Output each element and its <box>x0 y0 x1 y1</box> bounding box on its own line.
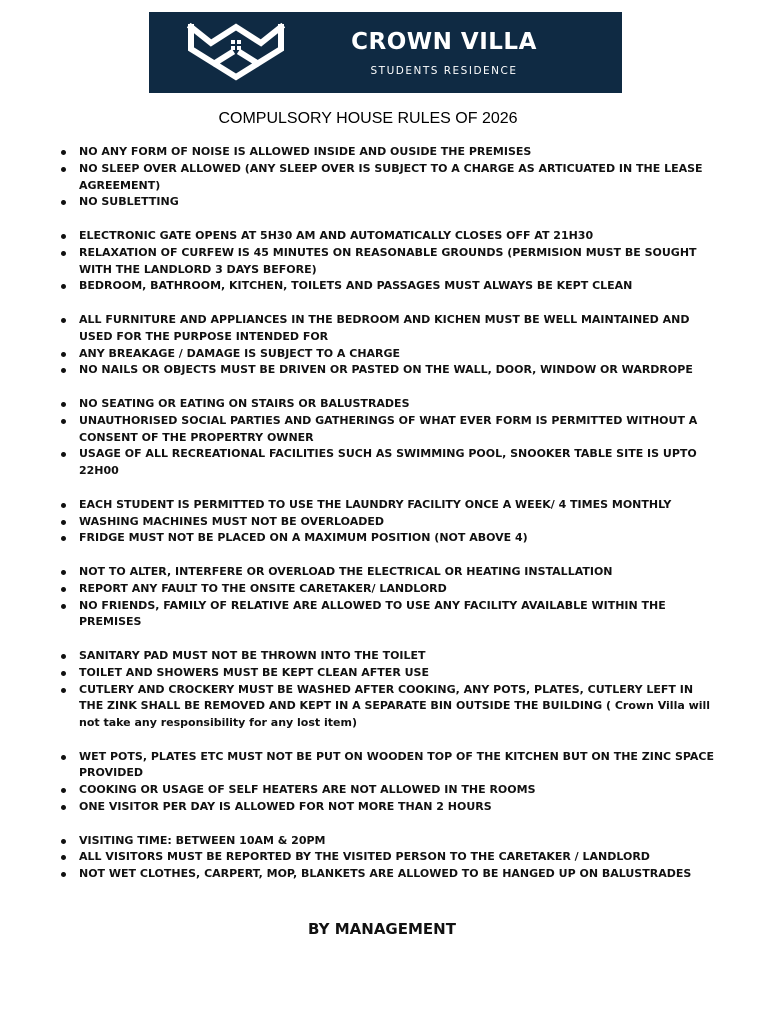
rule-text: ANY BREAKAGE / DAMAGE IS SUBJECT TO A CHARGE <box>79 346 401 360</box>
rule-item <box>0 194 720 211</box>
rule-text: NO SUBLETTING <box>79 195 179 209</box>
rule-text: ALL FURNITURE AND APPLIANCES IN THE BEDROOM AND KICHEN MUST BE WELL MAINTAINED AND USED FOR THE PURPOSE INTENDED FOR <box>79 312 690 343</box>
rule-text: NO NAILS OR OBJECTS MUST BE DRIVEN OR PASTED ON THE WALL, DOOR, WINDOW OR WARDROPE <box>79 363 693 377</box>
rule-item <box>0 228 720 245</box>
bullet-icon <box>61 167 66 172</box>
rule-text: NOT TO ALTER, INTERFERE OR OVERLOAD THE ELECTRICAL OR HEATING INSTALLATION <box>79 564 613 578</box>
rule-item <box>0 799 720 816</box>
bullet-icon <box>61 452 66 457</box>
rule-item <box>0 749 720 783</box>
rule-item <box>0 564 720 581</box>
bullet-icon <box>61 570 66 575</box>
bullet-icon <box>61 284 66 289</box>
rule-text: BEDROOM, BATHROOM, KITCHEN, TOILETS AND PASSAGES MUST ALWAYS BE KEPT CLEAN <box>79 279 633 293</box>
rule-item <box>0 312 720 346</box>
rule-text: ALL VISITORS MUST BE REPORTED BY THE VISITED PERSON TO THE CARETAKER / LANDLORD <box>79 850 650 864</box>
rule-text: COOKING OR USAGE OF SELF HEATERS ARE NOT ALLOWED IN THE ROOMS <box>79 783 536 797</box>
rule-text: UNAUTHORISED SOCIAL PARTIES AND GATHERINGS OF WHAT EVER FORM IS PERMITTED WITHOUT A CONSENT OF THE PROPERTRY OWNER <box>79 413 698 444</box>
rule-text: RELAXATION OF CURFEW IS 45 MINUTES ON REASONABLE GROUNDS (PERMISION MUST BE SOUGHT WITH THE LANDLORD 3 DAYS BEFORE) <box>79 245 697 276</box>
rule-text: CUTLERY AND CROCKERY MUST BE WASHED AFTER COOKING, ANY POTS, PLATES, CUTLERY LEFT IN THE ZINK SHALL BE REMOVED AND KEPT IN A SEPARATE BIN OUTSIDE THE BUILDING ( Crown Villa will not take any responsibility for any lost item) <box>79 682 711 730</box>
bullet-icon <box>61 688 66 693</box>
bullet-icon <box>61 872 66 877</box>
brand-name: CROWN VILLA <box>351 29 537 55</box>
rule-item <box>0 278 720 295</box>
rule-text: ONE VISITOR PER DAY IS ALLOWED FOR NOT MORE THAN 2 HOURS <box>79 800 492 814</box>
bullet-icon <box>61 654 66 659</box>
rule-item <box>0 665 720 682</box>
rule-text: NO ANY FORM OF NOISE IS ALLOWED INSIDE AND OUSIDE THE PREMISES <box>79 145 532 158</box>
rule-item <box>0 446 720 480</box>
bullet-icon <box>61 234 66 239</box>
rule-text: EACH STUDENT IS PERMITTED TO USE THE LAUNDRY FACILITY ONCE A WEEK/ 4 TIMES MONTHLY <box>79 497 672 511</box>
rule-item <box>0 598 720 632</box>
rule-item <box>0 833 720 850</box>
rule-item <box>0 530 720 547</box>
bullet-icon <box>61 855 66 860</box>
bullet-icon <box>61 788 66 793</box>
bullet-icon <box>61 150 66 155</box>
rule-item <box>0 144 720 161</box>
bullet-icon <box>61 805 66 810</box>
crown-house-icon <box>187 23 285 83</box>
rule-item <box>0 866 720 883</box>
rule-text: NO SEATING OR EATING ON STAIRS OR BALUSTRADES <box>79 396 410 410</box>
rule-item <box>0 346 720 363</box>
bullet-icon <box>61 604 66 609</box>
bullet-icon <box>61 839 66 844</box>
rule-text: NO SLEEP OVER ALLOWED (ANY SLEEP OVER IS SUBJECT TO A CHARGE AS ARTICUATED IN THE LEASE AGREEMENT) <box>79 161 703 192</box>
rule-text: FRIDGE MUST NOT BE PLACED ON A MAXIMUM POSITION (NOT ABOVE 4) <box>79 531 528 545</box>
rule-item <box>0 497 720 514</box>
rule-text: REPORT ANY FAULT TO THE ONSITE CARETAKER/ LANDLORD <box>79 581 447 595</box>
rule-text: TOILET AND SHOWERS MUST BE KEPT CLEAN AFTER USE <box>79 665 429 679</box>
bullet-icon <box>61 318 66 323</box>
rule-text: USAGE OF ALL RECREATIONAL FACILITIES SUCH AS SWIMMING POOL, SNOOKER TABLE SITE IS UPTO 22H00 <box>79 447 697 478</box>
document-title: COMPULSORY HOUSE RULES OF 2026 <box>218 110 518 127</box>
rule-item <box>0 782 720 799</box>
bullet-icon <box>61 402 66 407</box>
rule-item <box>0 362 720 379</box>
rule-text: SANITARY PAD MUST NOT BE THROWN INTO THE TOILET <box>79 648 426 662</box>
rule-text: WET POTS, PLATES ETC MUST NOT BE PUT ON WOODEN TOP OF THE KITCHEN BUT ON THE ZINC SPACE PROVIDED <box>79 749 715 780</box>
rule-item <box>0 682 720 732</box>
bullet-icon <box>61 536 66 541</box>
brand-tagline: STUDENTS RESIDENCE <box>370 65 518 77</box>
rule-item <box>0 849 720 866</box>
rule-text: VISITING TIME: BETWEEN 10AM & 20PM <box>79 833 326 847</box>
rule-item <box>0 581 720 598</box>
bullet-icon <box>61 251 66 256</box>
rule-text: ELECTRONIC GATE OPENS AT 5H30 AM AND AUTOMATICALLY CLOSES OFF AT 21H30 <box>79 228 594 242</box>
bullet-icon <box>61 755 66 760</box>
bullet-icon <box>61 520 66 525</box>
rule-item <box>0 413 720 447</box>
bullet-icon <box>61 671 66 676</box>
signoff: BY MANAGEMENT <box>308 920 456 938</box>
rule-item <box>0 396 720 413</box>
bullet-icon <box>61 352 66 357</box>
rule-item <box>0 514 720 531</box>
bullet-icon <box>61 503 66 508</box>
header-banner <box>149 12 622 93</box>
rule-text: NOT WET CLOTHES, CARPERT, MOP, BLANKETS ARE ALLOWED TO BE HANGED UP ON BALUSTRADES <box>79 867 692 881</box>
rules-list <box>0 144 720 883</box>
rule-item <box>0 648 720 665</box>
bullet-icon <box>61 200 66 205</box>
bullet-icon <box>61 587 66 592</box>
bullet-icon <box>61 368 66 373</box>
rule-text: NO FRIENDS, FAMILY OF RELATIVE ARE ALLOWED TO USE ANY FACILITY AVAILABLE WITHIN THE PREMISES <box>79 598 666 629</box>
rule-item <box>0 245 720 279</box>
bullet-icon <box>61 419 66 424</box>
rule-item <box>0 161 720 195</box>
rule-text: WASHING MACHINES MUST NOT BE OVERLOADED <box>79 514 385 528</box>
